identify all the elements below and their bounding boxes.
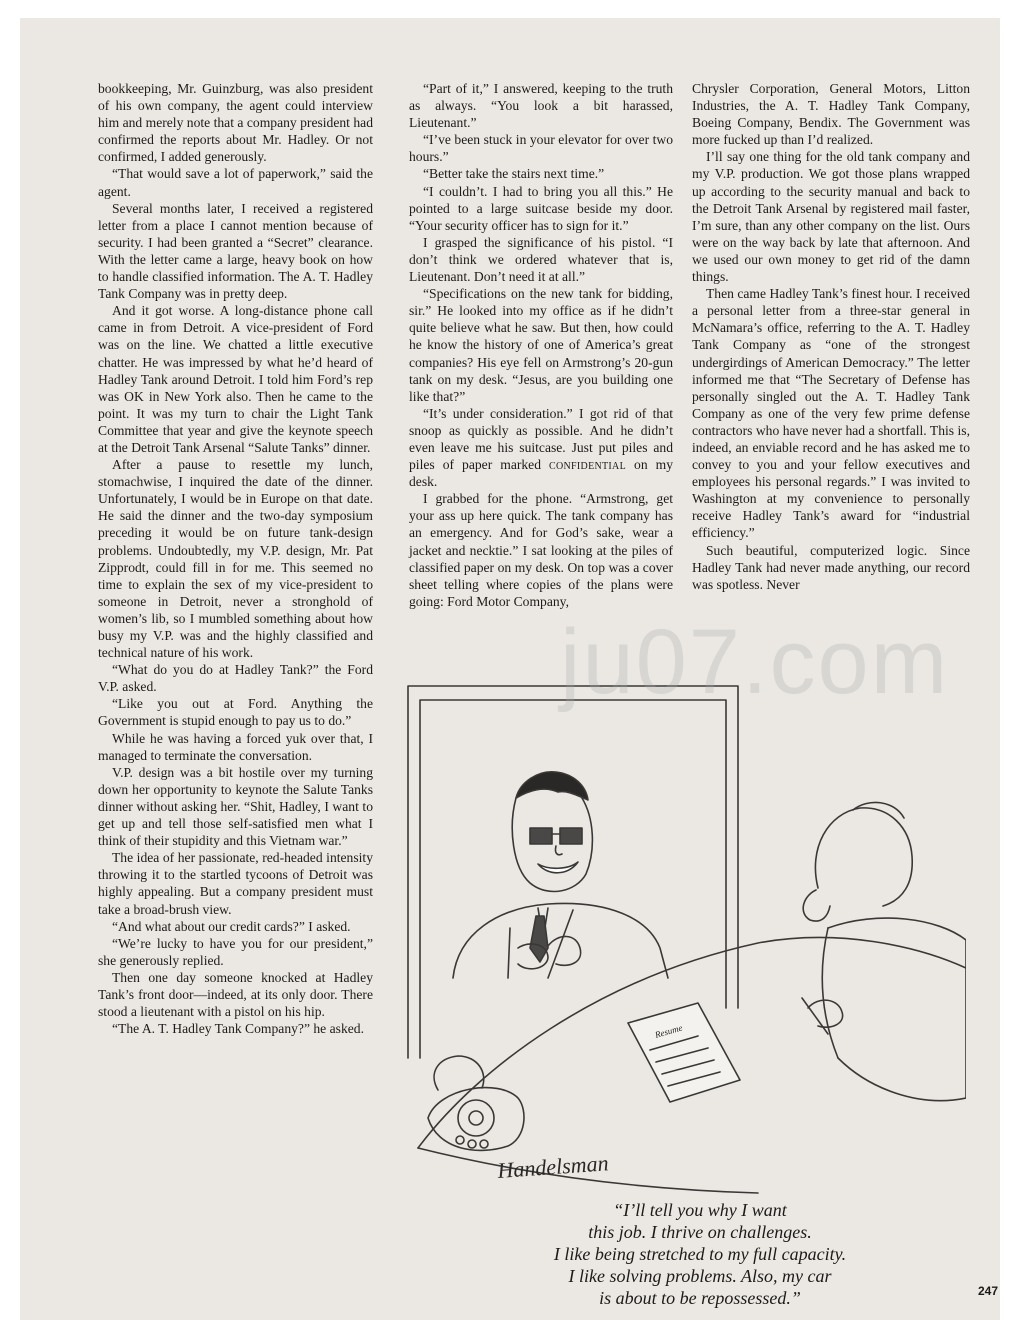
cartoon-illustration [398,678,966,1198]
paragraph: I grabbed for the phone. “Armstrong, get your ass up here quick. The tank company has an emergency. And for God’s sake, wear a jacket and necktie.” I sat looking at the piles of classified paper on my desk. On top was a cover sheet telling where copies of the plans were going: Ford Motor Company, [409,491,673,609]
watermark: ju07.com [560,611,950,713]
paragraph: Several months later, I received a registered letter from a place I cannot mention because of security. I had been granted a “Secret” clearance. With the letter came a large, heavy book on how to handle classified information. The A. T. Hadley Tank Company was in pretty deep. [98,200,373,302]
paragraph: Such beautiful, computerized logic. Since Hadley Tank had never made anything, our record was spotless. Never [692,542,970,592]
paragraph: “The A. T. Hadley Tank Company?” he asked. [112,1021,364,1037]
article-column-3 [692,80,970,593]
caption-line: this job. I thrive on challenges. [588,1222,812,1242]
paragraph: Then came Hadley Tank’s finest hour. I received a personal letter from a three-star general in McNamara’s office, referring to the A. T. Hadley Tank Company as “one of the strongest undergirdings of American Democracy.” The letter informed me that “The Secretary of Defense has personally singled out the A. T. Hadley Tank Company as one of the very few prime defense contractors who have never had a shortfall. This is, indeed, an enviable record and he has asked me to convey to you and your fellow executives and employees his personal regards.” I was invited to Washington at my convenience to personally receive Hadley Tank’s award for “industrial efficiency.” [692,286,970,541]
caption-line: I like being stretched to my full capacity. [553,1244,847,1264]
page-number: 247 [978,1284,999,1298]
paragraph: “And what about our credit cards?” I asked. [112,918,351,934]
paragraph: And it got worse. A long-distance phone call came in from Detroit. A vice-president of Ford was on the line. We chatted a little executive chatter. He was impressed by what he’d heard of Hadley Tank around Detroit. I told him Ford’s rep was OK in New York also. Then he came to the point. It was my turn to chair the Light Tank Committee that year and give the keynote speech at the Detroit Tank Arsenal “Salute Tanks” dinner. [98,303,373,455]
paragraph: Then one day someone knocked at Hadley Tank’s front door—indeed, at its only door. There stood a lieutenant with a pistol on his hip. [98,969,373,1020]
paragraph: “We’re lucky to have you for our president,” she generously replied. [98,935,373,968]
paragraph: I grasped the significance of his pistol. “I don’t think we ordered whatever that is, Lieutenant. Don’t need it at all.” [409,234,673,285]
paragraph: “That would save a lot of paperwork,” said the agent. [98,166,373,199]
paragraph: I’ll say one thing for the old tank company and my V.P. production. We got those plans wrapped up according to the security manual and back to the Detroit Tank Arsenal by registered mail faster, I’m sure, than any other company on the list. Ours were on the way back by late that afternoon. And we used our own money to get rid of the damn things. [692,149,970,285]
paragraph: “Specifications on the new tank for bidding, sir.” He looked into my office as if he didn’t quite believe what he saw. But then, how could he know the history of one of America’s great companies? His eye fell on Armstrong’s 20-gun tank on my desk. “Jesus, are you building one like that?” [409,286,673,404]
artist-signature: Handelsman [496,1150,610,1183]
paragraph [409,405,673,490]
confidential-label: confidential [549,457,626,473]
paragraph: Chrysler Corporation, General Motors, Litton Industries, the A. T. Hadley Tank Company, Boeing Company, Bendix. The Government was more fucked up than I’d realized. [692,81,970,148]
paragraph: After a pause to resettle my lunch, stomachwise, I inquired the date of the dinner. Unfortunately, I would be in Europe on that date. He said the dinner and the two-day symposium preceding it would be on future tank-design problems. Undoubtedly, my V.P. design, Mr. Pat Zipprodt, could fill in for me. This seemed no time to explain the sex of my vice-president to someone in Detroit, never a stronghold of women’s lib, so I mumbled something about how busy my V.P. was and the highly classified and technical nature of his work. [98,457,373,661]
resume-label: Resume [653,1022,684,1040]
paragraph: V.P. design was a bit hostile over my turning down her opportunity to keynote the Salute Tanks dinner without asking her. “Shit, Hadley, I want to get up and tell those self-satisfied men what I think of their stupidity and this Vietnam war.” [98,764,373,849]
paragraph-text: on my desk. [409,457,673,490]
paragraph: “What do you do at Hadley Tank?” the Ford V.P. asked. [98,662,373,695]
magazine-page [20,18,1000,1320]
caption-line: is about to be repossessed.” [599,1288,801,1308]
cartoon-caption [490,1199,910,1309]
paragraph: “Better take the stairs next time.” [423,166,605,182]
paragraph-text: “It’s under consideration.” I got rid of that snoop as quickly as possible. And he didn’t even leave me his suitcase. Just put piles and piles of paper marked [409,405,673,473]
caption-line: “I’ll tell you why I want [613,1200,787,1220]
article-column-1 [98,80,373,1037]
paragraph: The idea of her passionate, red-headed intensity throwing it to the startled tycoons of Detroit was highly appealing. But a company president must take a broad-brush view. [98,850,373,917]
paragraph: While he was having a forced yuk over that, I managed to terminate the conversation. [98,730,373,763]
paragraph: “Part of it,” I answered, keeping to the truth as always. “You look a bit harassed, Lieutenant.” [409,81,673,131]
caption-line: I like solving problems. Also, my car [568,1266,832,1286]
article-column-2 [409,80,673,610]
paragraph: bookkeeping, Mr. Guinzburg, was also president of his own company, the agent could interview him and merely note that a company president had confirmed the reports about Mr. Hadley. Or not confirmed, I added generously. [98,81,373,165]
paragraph: “I’ve been stuck in your elevator for over two hours.” [409,132,673,165]
paragraph: “I couldn’t. I had to bring you all this.” He pointed to a large suitcase beside my door. “Your security officer has to sign for it.” [409,183,673,233]
paragraph: “Like you out at Ford. Anything the Government is stupid enough to pay us to do.” [98,696,373,729]
